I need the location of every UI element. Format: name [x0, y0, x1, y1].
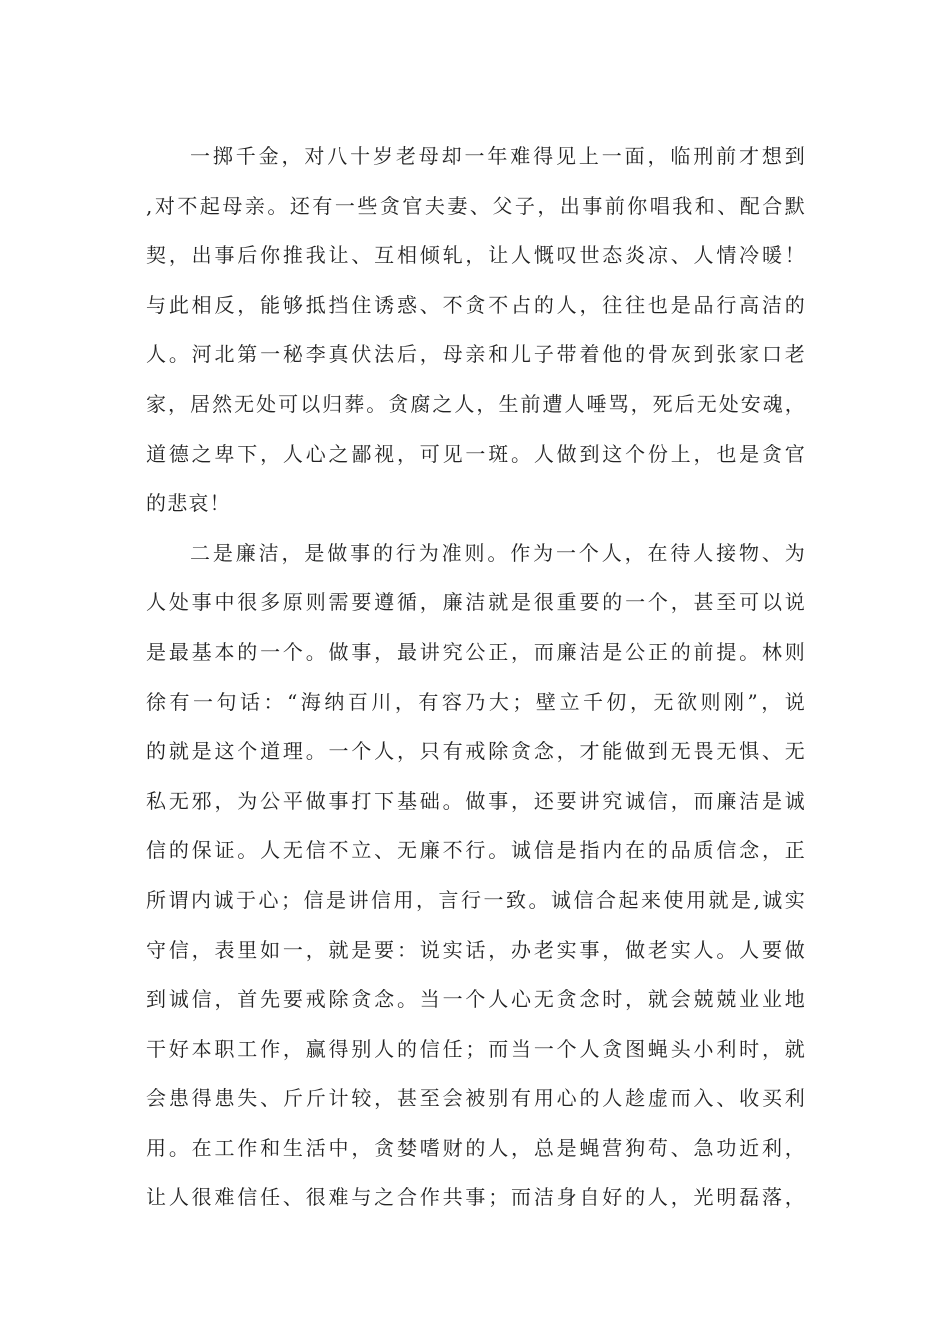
text-line: 的就是这个道理。一个人，只有戒除贪念，才能做到无畏无惧、无 — [146, 739, 806, 764]
text-line: ,对不起母亲。还有一些贪官夫妻、父子，出事前你唱我和、配合默 — [146, 193, 806, 218]
text-line: 让人很难信任、很难与之合作共事；而洁身自好的人，光明磊落， — [146, 1185, 806, 1210]
text-line: 的悲哀！ — [146, 491, 231, 516]
text-line: 一掷千金，对八十岁老母却一年难得见上一面，临刑前才想到 — [190, 144, 806, 168]
text-line: 道德之卑下，人心之鄙视，可见一斑。人做到这个份上，也是贪官 — [146, 441, 806, 466]
text-line: 所谓内诚于心；信是讲信用，言行一致。诚信合起来使用就是,诚实 — [146, 887, 806, 912]
text-line: 家，居然无处可以归葬。贪腐之人，生前遭人唾骂，死后无处安魂， — [146, 391, 806, 416]
text-line: 与此相反，能够抵挡住诱惑、不贪不占的人，往往也是品行高洁的 — [146, 292, 806, 317]
text-line: 会患得患失、斤斤计较，甚至会被别有用心的人趁虚而入、收买利 — [146, 1086, 806, 1111]
text-line: 二是廉洁，是做事的行为准则。作为一个人，在待人接物、为 — [190, 540, 806, 565]
text-line: 徐有一句话：“海纳百川，有容乃大；壁立千仞，无欲则刚”，说 — [146, 689, 806, 714]
text-line: 契，出事后你推我让、互相倾轧，让人慨叹世态炎凉、人情冷暖！ — [146, 243, 806, 268]
text-line: 到诚信，首先要戒除贪念。当一个人心无贪念时，就会兢兢业业地 — [146, 987, 806, 1012]
text-line: 是最基本的一个。做事，最讲究公正，而廉洁是公正的前提。林则 — [146, 639, 806, 664]
paragraph-2 — [146, 529, 806, 1223]
paragraph-1 — [146, 132, 806, 529]
text-line: 守信，表里如一，就是要：说实话，办老实事，做老实人。人要做 — [146, 937, 806, 962]
text-line: 人。河北第一秘李真伏法后，母亲和儿子带着他的骨灰到张家口老 — [146, 342, 806, 367]
document-body — [146, 132, 806, 1223]
text-line: 信的保证。人无信不立、无廉不行。诚信是指内在的品质信念，正 — [146, 838, 806, 863]
text-line: 用。在工作和生活中，贪婪嗜财的人，总是蝇营狗苟、急功近利， — [146, 1135, 806, 1160]
text-line: 干好本职工作，赢得别人的信任；而当一个人贪图蝇头小利时，就 — [146, 1036, 806, 1061]
text-line: 人处事中很多原则需要遵循，廉洁就是很重要的一个，甚至可以说 — [146, 590, 806, 615]
text-line: 私无邪，为公平做事打下基础。做事，还要讲究诚信，而廉洁是诚 — [146, 788, 806, 813]
